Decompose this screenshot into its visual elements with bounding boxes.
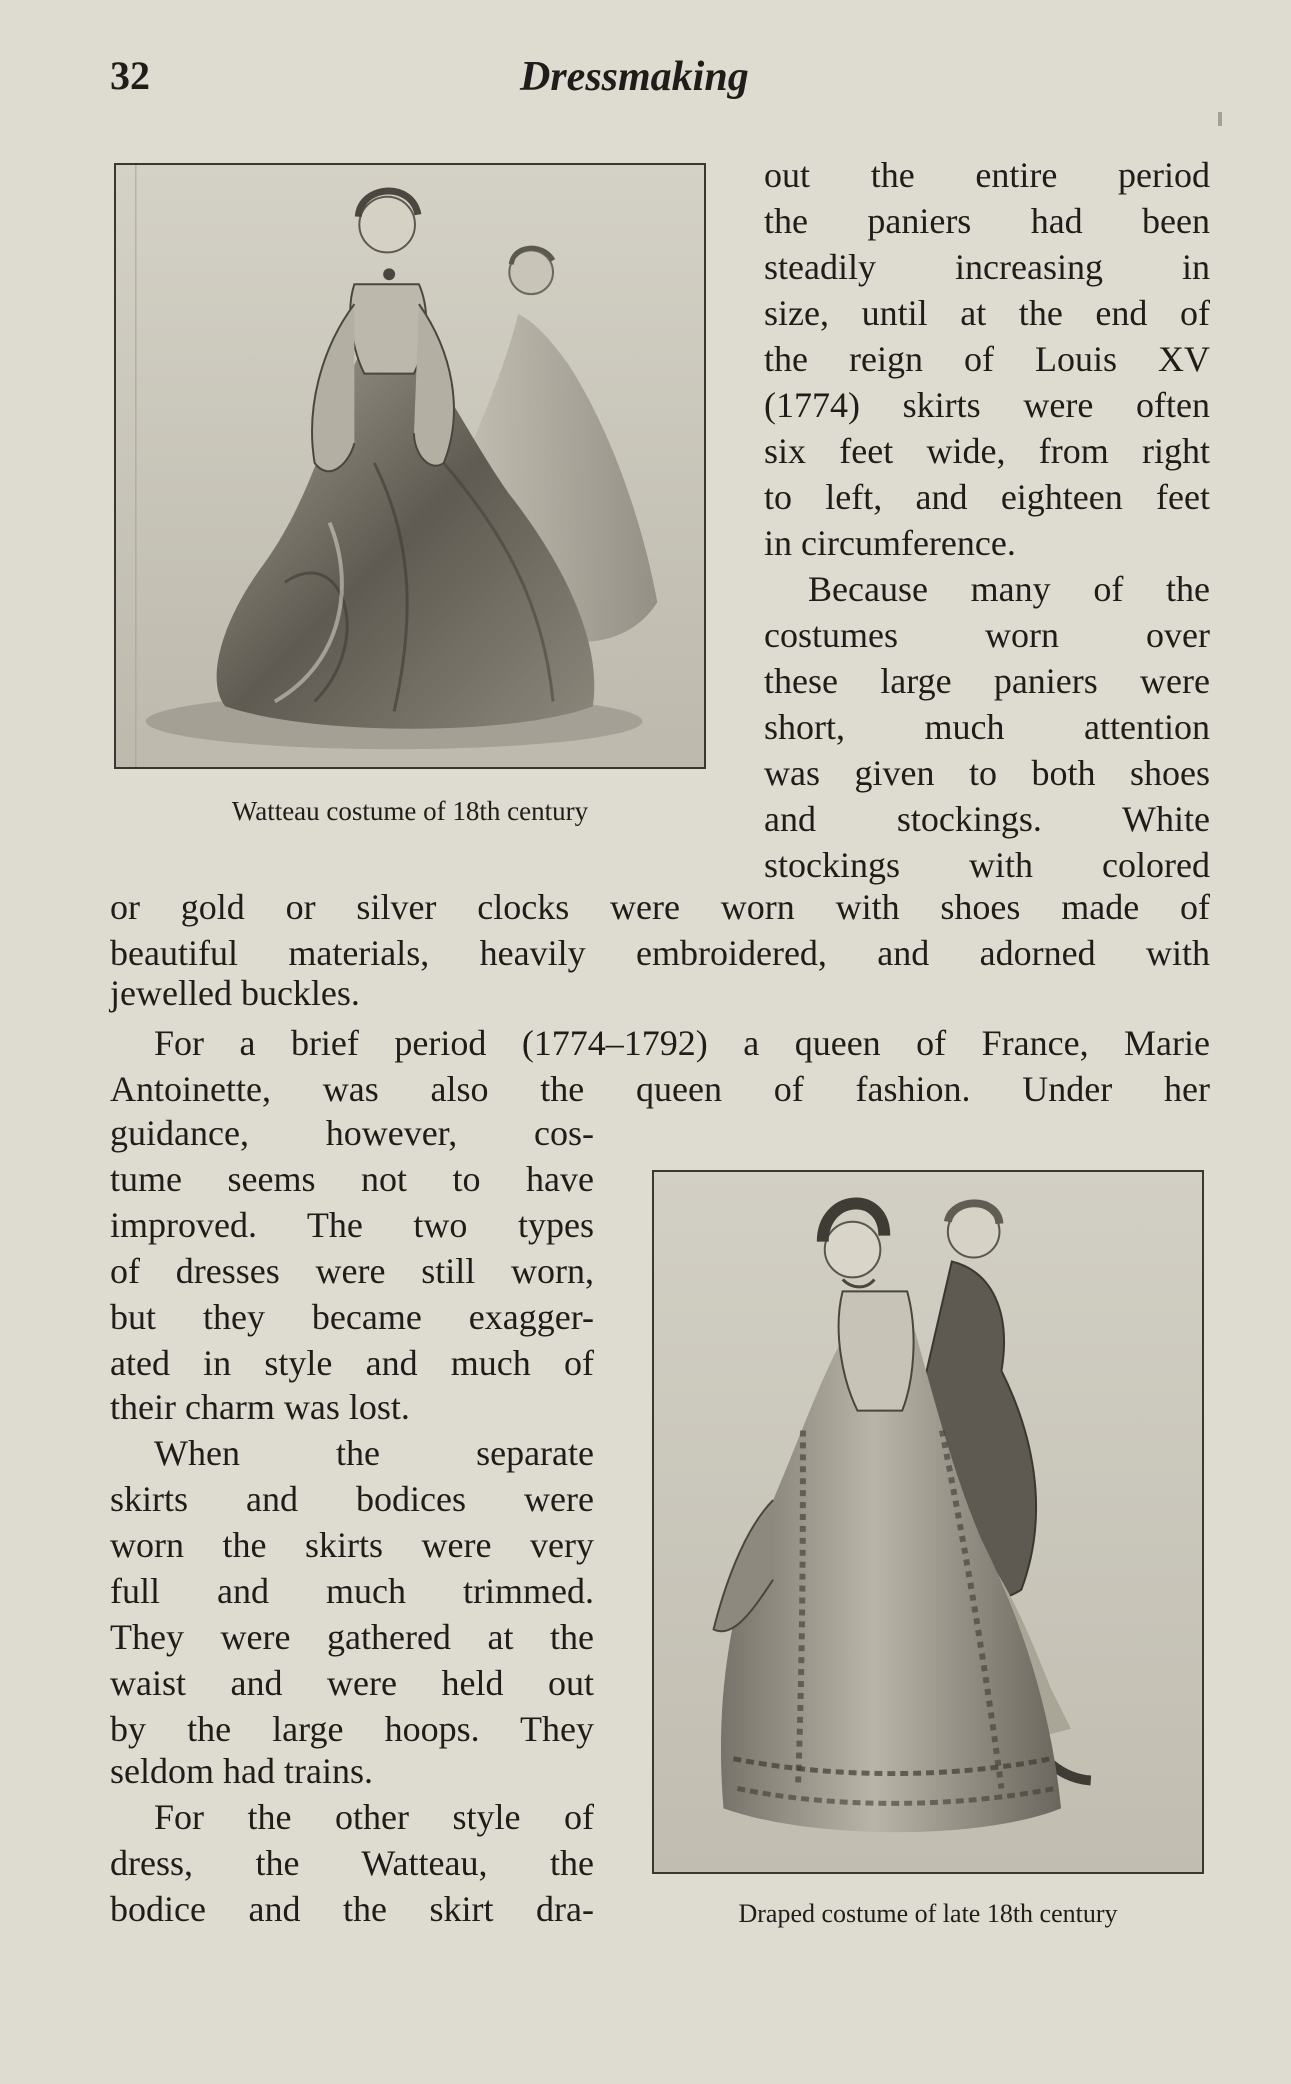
figure-caption-bottom: Draped costume of late 18th century <box>738 1899 1118 1928</box>
paragraph-line: For the other style of <box>154 1797 594 1837</box>
paragraph-line: bodice and the skirt dra- <box>110 1889 594 1929</box>
paragraph-line: dress, the Watteau, the <box>110 1843 594 1883</box>
paragraph-line: skirts and bodices were <box>110 1479 594 1519</box>
paragraph-line: Because many of the <box>808 569 1210 609</box>
paragraph-line: steadily increasing in <box>764 247 1210 287</box>
paragraph-line: their charm was lost. <box>110 1387 410 1427</box>
paragraph-line: stockings with colored <box>764 845 1210 885</box>
paragraph-line: short, much attention <box>764 707 1210 747</box>
running-head: Dressmaking <box>520 54 749 100</box>
paragraph-line: For a brief period (1774–1792) a queen of France, Marie <box>154 1023 1210 1063</box>
paragraph-line: size, until at the end of <box>764 293 1210 333</box>
paragraph-line: jewelled buckles. <box>110 973 360 1013</box>
paragraph-line: the paniers had been <box>764 201 1210 241</box>
paragraph-line: They were gathered at the <box>110 1617 594 1657</box>
paragraph-line: and stockings. White <box>764 799 1210 839</box>
paragraph-line: seldom had trains. <box>110 1751 373 1791</box>
paragraph-line: costumes worn over <box>764 615 1210 655</box>
draped-costume-illustration <box>654 1172 1202 1872</box>
watteau-costume-illustration <box>116 165 704 767</box>
paragraph-line: the reign of Louis XV <box>764 339 1210 379</box>
paragraph-line: or gold or silver clocks were worn with shoes made of <box>110 887 1210 927</box>
paragraph-line: beautiful materials, heavily embroidered, and adorned with <box>110 933 1210 973</box>
paragraph-line: improved. The two types <box>110 1205 594 1245</box>
paragraph-line: of dresses were still worn, <box>110 1251 594 1291</box>
paragraph-line: these large paniers were <box>764 661 1210 701</box>
paragraph-line: in circumference. <box>764 523 1016 563</box>
paragraph-line: six feet wide, from right <box>764 431 1210 471</box>
paragraph-line: to left, and eighteen feet <box>764 477 1210 517</box>
figure-caption-top: Watteau costume of 18th century <box>231 796 589 826</box>
ink-speck <box>1218 112 1222 126</box>
paragraph-line: tume seems not to have <box>110 1159 594 1199</box>
paragraph-line: When the separate <box>154 1433 594 1473</box>
paragraph-line: guidance, however, cos- <box>110 1113 594 1153</box>
paragraph-line: by the large hoops. They <box>110 1709 594 1749</box>
paragraph-line: (1774) skirts were often <box>764 385 1210 425</box>
paragraph-line: but they became exagger- <box>110 1297 594 1337</box>
page-number: 32 <box>110 53 150 98</box>
figure-watteau-costume <box>114 163 706 769</box>
paragraph-line: was given to both shoes <box>764 753 1210 793</box>
paragraph-line: ated in style and much of <box>110 1343 594 1383</box>
paragraph-line: out the entire period <box>764 155 1210 195</box>
paragraph-line: waist and were held out <box>110 1663 594 1703</box>
paragraph-line: Antoinette, was also the queen of fashion. Under her <box>110 1069 1210 1109</box>
paragraph-line: full and much trimmed. <box>110 1571 594 1611</box>
figure-draped-costume <box>652 1170 1204 1874</box>
paragraph-line: worn the skirts were very <box>110 1525 594 1565</box>
